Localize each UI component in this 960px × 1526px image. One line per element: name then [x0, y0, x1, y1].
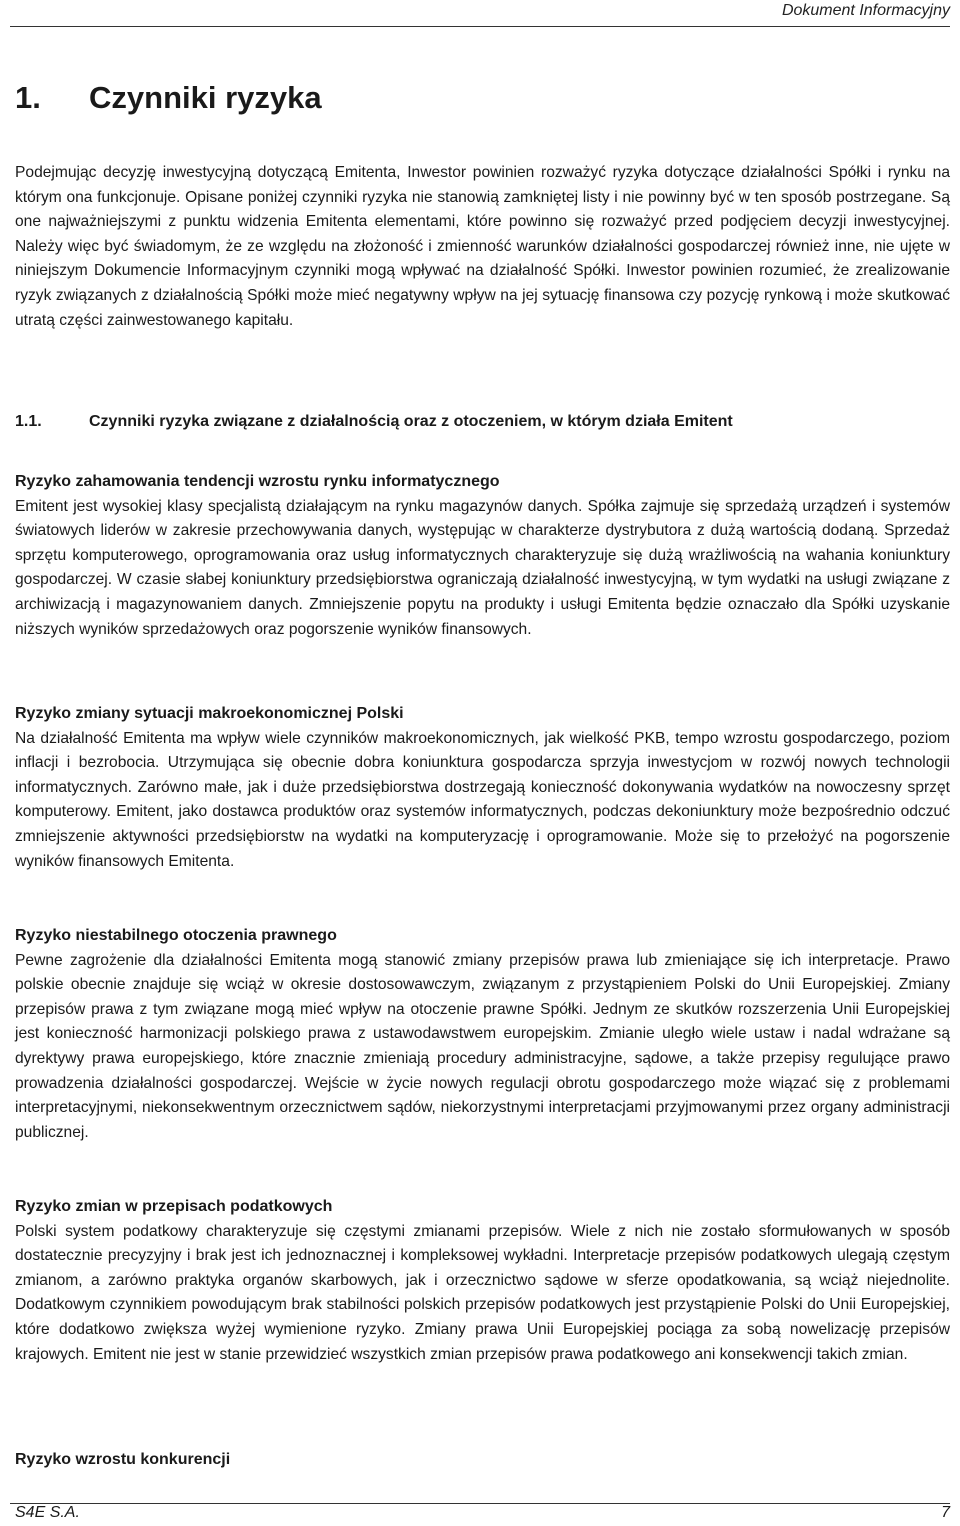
chapter-intro: Podejmując decyzję inwestycyjną dotyczącą Emitenta, Inwestor powinien rozważyć ryzyka dotyczące działalności Spółki i rynku na którym ona funkcjonuje. Opisane poniżej czynniki ryzyka nie stanowią zamkniętej listy i nie powinny być w ten sposób postrzegane. Są one najważniejszymi z punktu widzenia Emitenta elementami, które powinno się rozważyć przed podjęciem decyzji inwestycyjnej. Należy więc być świadomym, że ze względu na złożoność i zmienność warunków działalności gospodarczej również inne, nie ujęte w niniejszym Dokumencie Informacyjnym czynniki mogą wpływać na działalność Spółki. Inwestor powinien rozumieć, że zrealizowanie ryzyk związanych z działalnością Spółki może mieć negatywny wpływ na jej sytuację finansowa czy pozycję rynkową i może skutkować utratą części zainwestowanego kapitału. [15, 164, 950, 329]
chapter-heading [15, 80, 322, 116]
risk-title: Ryzyko wzrostu konkurencji [15, 1451, 231, 1468]
risk-text: Polski system podatkowy charakteryzuje się częstymi zmianami przepisów. Wiele z nich nie zostało sformułowanych w sposób dostatecznie precyzyjny i brak jest ich jednoznacznej i kompleksowej wykładni. Interpretacje przepisów podatkowych ulegają częstym zmianom, a zarówno praktyka organów skarbowych, jak i orzecznictwo sądowe w sferze opodatkowania, są wciąż niejednolite. Dodatkowym czynnikiem powodującym brak stabilności polskich przepisów podatkowych jest przystąpienie Polski do Unii Europejskiej, które dodatkowo zwiększa wyżej wymienione ryzyko. Zmiany prawa Unii Europejskiej pociąga za sobą nowelizację przepisów krajowych. Emitent nie jest w stanie przewidzieć wszystkich zmian przepisów prawa podatkowego ani konsekwencji takich zmian. [15, 1222, 950, 1363]
risk-section [15, 1195, 950, 1367]
risk-title: Ryzyko zmiany sytuacji makroekonomicznej Polski [15, 705, 404, 722]
risk-title: Ryzyko niestabilnego otoczenia prawnego [15, 927, 337, 944]
chapter-number: 1. [15, 80, 41, 115]
header-divider [10, 26, 950, 27]
risk-title: Ryzyko zahamowania tendencji wzrostu rynku informatycznego [15, 473, 500, 490]
document-title: Dokument Informacyjny [781, 2, 950, 19]
footer-company: S4E S.A. [15, 1504, 80, 1521]
risk-text: Na działalność Emitenta ma wpływ wiele czynników makroekonomicznych, jak wielkość PKB, tempo wzrostu gospodarczego, poziom inflacji i bezrobocia. Utrzymująca się obecnie dobra koniunktura gospodarcza sprzyja inwestycjom w rozwój nowych technologii informatycznych. Zarówno małe, jak i duże przedsiębiorstwa dostrzegają konieczność dokonywania wydatków na nowoczesny sprzęt komputerowy. Emitent, jako dostawca produktów oraz systemów informatycznych, podczas dekoniunktury może bezpośrednio odczuć zmniejszenie aktywności przedsiębiorstw na wydatki na komputeryzację i oprogramowanie. Może się to przełożyć na pogorszenie wyników finansowych Emitenta. [15, 729, 950, 870]
page-header [782, 0, 950, 26]
risk-text: Pewne zagrożenie dla działalności Emitenta mogą stanowić zmiany przepisów prawa lub zmieniające się ich interpretacje. Prawo polskie obecnie znajduje się wciąż w okresie dostosowawczym, związanym z przystąpieniem Polski do Unii Europejskiej. Zmiany przepisów prawa z tym związane mogą mieć wpływ na otoczenie prawne Spółki. Jednym ze skutków rozszerzenia Unii Europejskiej jest konieczność harmonizacji polskiego prawa z ustawodawstwem europejskim. Zmianie uległo wiele ustaw i nadal wdrażane są dyrektywy prawa europejskiego, które znacznie zmieniają procedury administracyjne, sądowe, a także przepisy regulujące prawo prowadzenia działalności gospodarczej. Wejście w życie nowych regulacji obrotu gospodarczego może wiązać się z problemami interpretacyjnymi, niekonsekwentnym orzecznictwem sądów, niekorzystnymi interpretacjami przyjmowanymi przez organy administracji publicznej. [15, 951, 950, 1141]
risk-section [15, 1448, 950, 1473]
chapter-title: Czynniki ryzyka [89, 80, 322, 115]
subsection-title: Czynniki ryzyka związane z działalnością oraz z otoczeniem, w którym działa Emitent [89, 413, 733, 430]
subsection-heading [15, 413, 733, 431]
risk-title: Ryzyko zmian w przepisach podatkowych [15, 1198, 333, 1215]
risk-section [15, 924, 950, 1145]
risk-text: Emitent jest wysokiej klasy specjalistą działającym na rynku magazynów danych. Spółka zajmuje się sprzedażą urządzeń i systemów światowych liderów w zakresie przechowywania danych, występując w charakterze dystrybutora z dużą wartością dodaną. Sprzedaż sprzętu komputerowego, oprogramowania oraz usług informatycznych charakteryzuje się dużą wrażliwością na wahania koniunktury gospodarczej. W czasie słabej koniunktury przedsiębiorstwa ograniczają działalność inwestycyjną, w tym wydatki na usługi związane z archiwizacją i magazynowaniem danych. Zmniejszenie popytu na produkty i usługi Emitenta będzie oznaczało dla Spółki uzyskanie niższych wyników sprzedażowych oraz pogorszenie wyników finansowych. [15, 497, 950, 638]
subsection-number: 1.1. [15, 413, 42, 430]
footer-divider [10, 1503, 950, 1504]
risk-section [15, 470, 950, 642]
risk-section [15, 702, 950, 874]
page-number: 7 [941, 1504, 950, 1521]
